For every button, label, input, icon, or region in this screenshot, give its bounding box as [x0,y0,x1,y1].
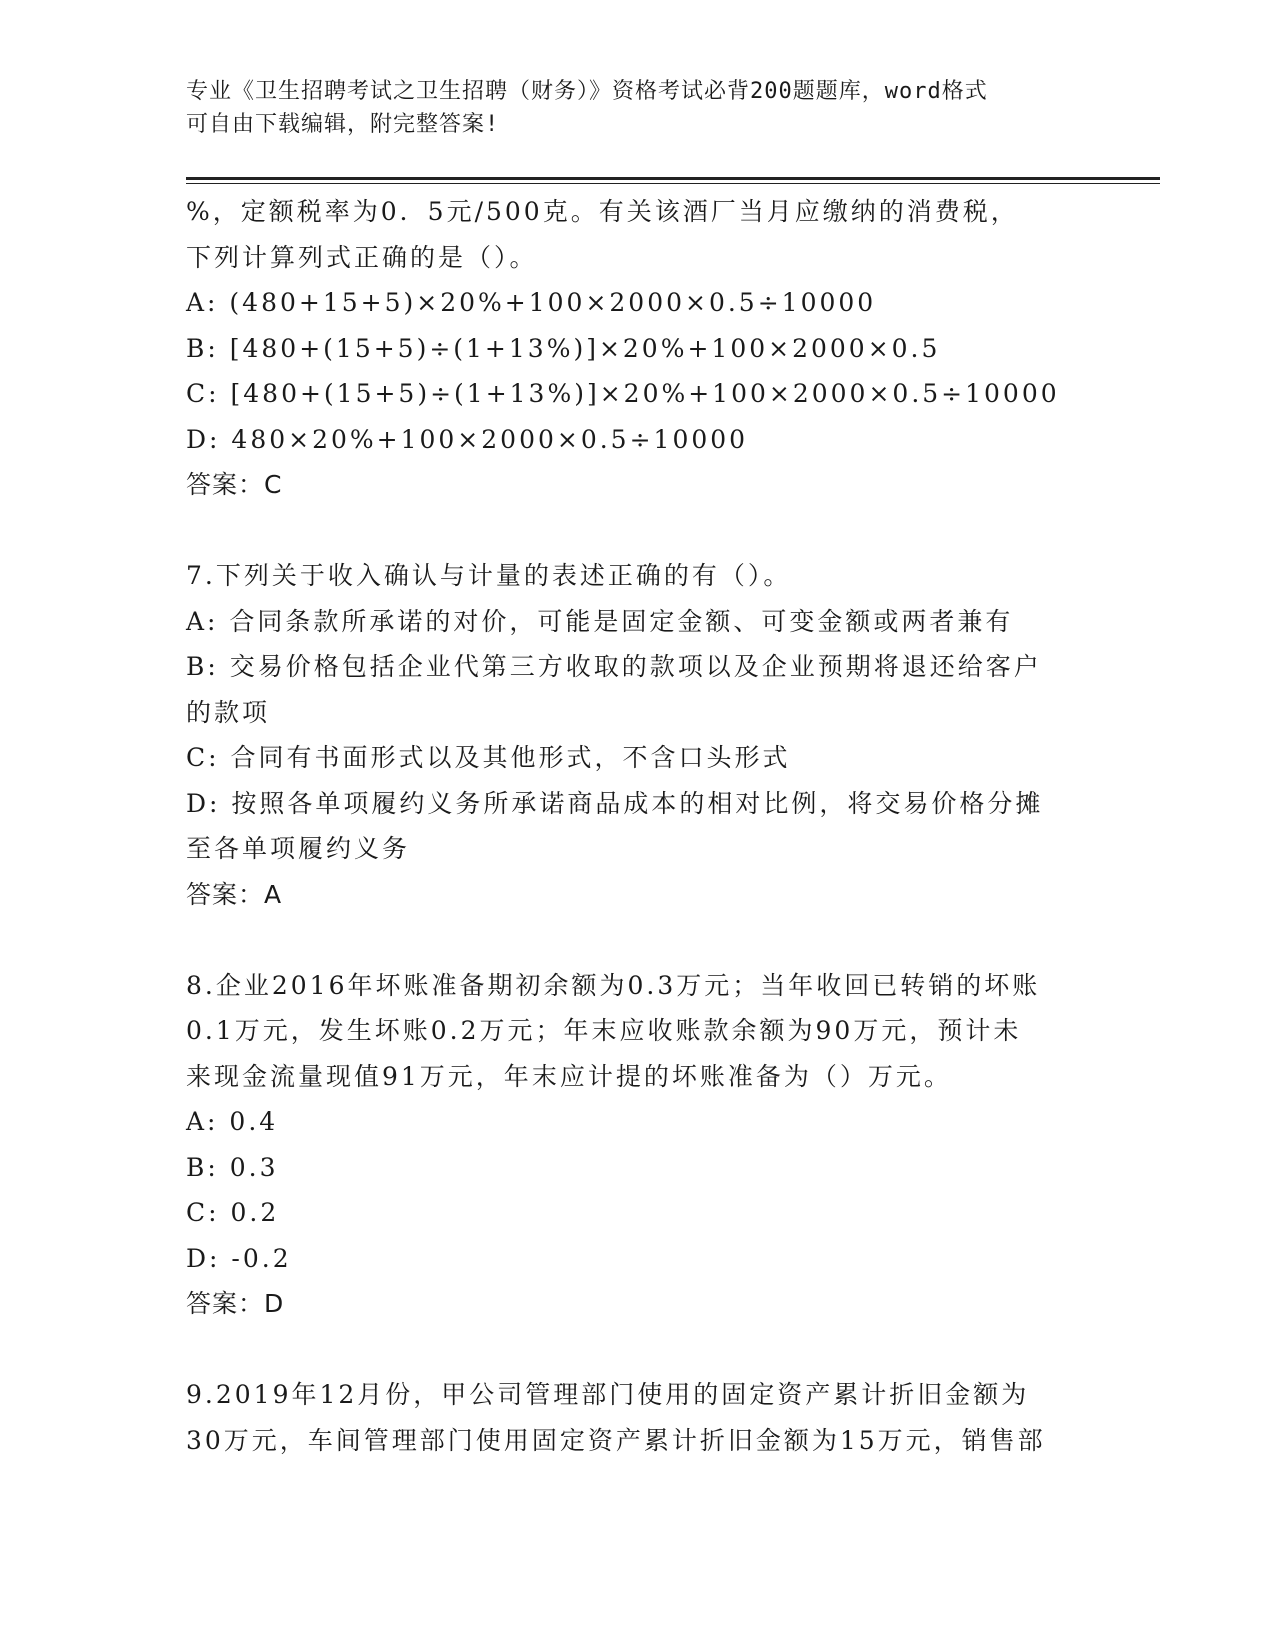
header-divider-thin [186,183,1160,184]
option-d: D: -0.2 [186,1243,292,1273]
option-c: C: [480+(15+5)÷(1+13%)]×20%+100×2000×0.5÷10000 [186,379,1060,408]
header-title-line-1: 专业《卫生招聘考试之卫生招聘（财务）》资格考试必背200题题库，word格式 [186,79,988,104]
option-d: D: 480×20%+100×2000×0.5÷10000 [186,424,749,454]
question-stem-line: 8.企业2016年坏账准备期初余额为0.3万元；当年收回已转销的坏账 [186,970,1041,1000]
option-c: C: 0.2 [186,1198,280,1227]
answer-label: 答案：A [186,879,283,909]
question-spacer [186,1327,1086,1373]
question-6 [186,189,1086,508]
option-a: A: (480+15+5)×20%+100×2000×0.5÷10000 [186,288,877,317]
question-stem-line: 下列计算列式正确的是（）。 [186,242,538,272]
option-b: B: 0.3 [186,1152,279,1182]
question-7 [186,553,1086,917]
option-b-continued: 的款项 [186,697,271,727]
question-stem-line: 7.下列关于收入确认与计量的表述正确的有（）。 [186,561,792,590]
answer-label: 答案：C [186,470,283,499]
question-8 [186,963,1086,1327]
option-a: A: 合同条款所承诺的对价，可能是固定金额、可变金额或两者兼有 [186,606,1014,636]
answer-label: 答案：D [186,1289,285,1318]
option-b: B: [480+(15+5)÷(1+13%)]×20%+100×2000×0.5 [186,333,941,363]
question-spacer [186,508,1086,554]
question-stem-line: %，定额税率为0．5元/500克。有关该酒厂当月应缴纳的消费税， [186,197,1019,226]
header-divider-thick [186,177,1160,180]
question-stem-line: 9.2019年12月份，甲公司管理部门使用的固定资产累计折旧金额为 [186,1380,1030,1409]
option-d-continued: 至各单项履约义务 [186,834,411,863]
header-title-line-2: 可自由下载编辑，附完整答案! [186,112,500,137]
question-9 [186,1372,1086,1463]
document-header [186,75,1106,141]
question-stem-line: 来现金流量现值91万元，年末应计提的坏账准备为（）万元。 [186,1061,952,1091]
option-b: B: 交易价格包括企业代第三方收取的款项以及企业预期将退还给客户 [186,652,1042,681]
question-list [186,189,1086,1463]
option-c: C: 合同有书面形式以及其他形式，不含口头形式 [186,743,791,772]
question-stem-line: 0.1万元，发生坏账0.2万元；年末应收账款余额为90万元，预计未 [186,1016,1022,1045]
question-spacer [186,917,1086,963]
option-d: D: 按照各单项履约义务所承诺商品成本的相对比例，将交易价格分摊 [186,788,1044,818]
question-stem-line: 30万元，车间管理部门使用固定资产累计折旧金额为15万元，销售部 [186,1425,1046,1455]
option-a: A: 0.4 [186,1107,279,1136]
